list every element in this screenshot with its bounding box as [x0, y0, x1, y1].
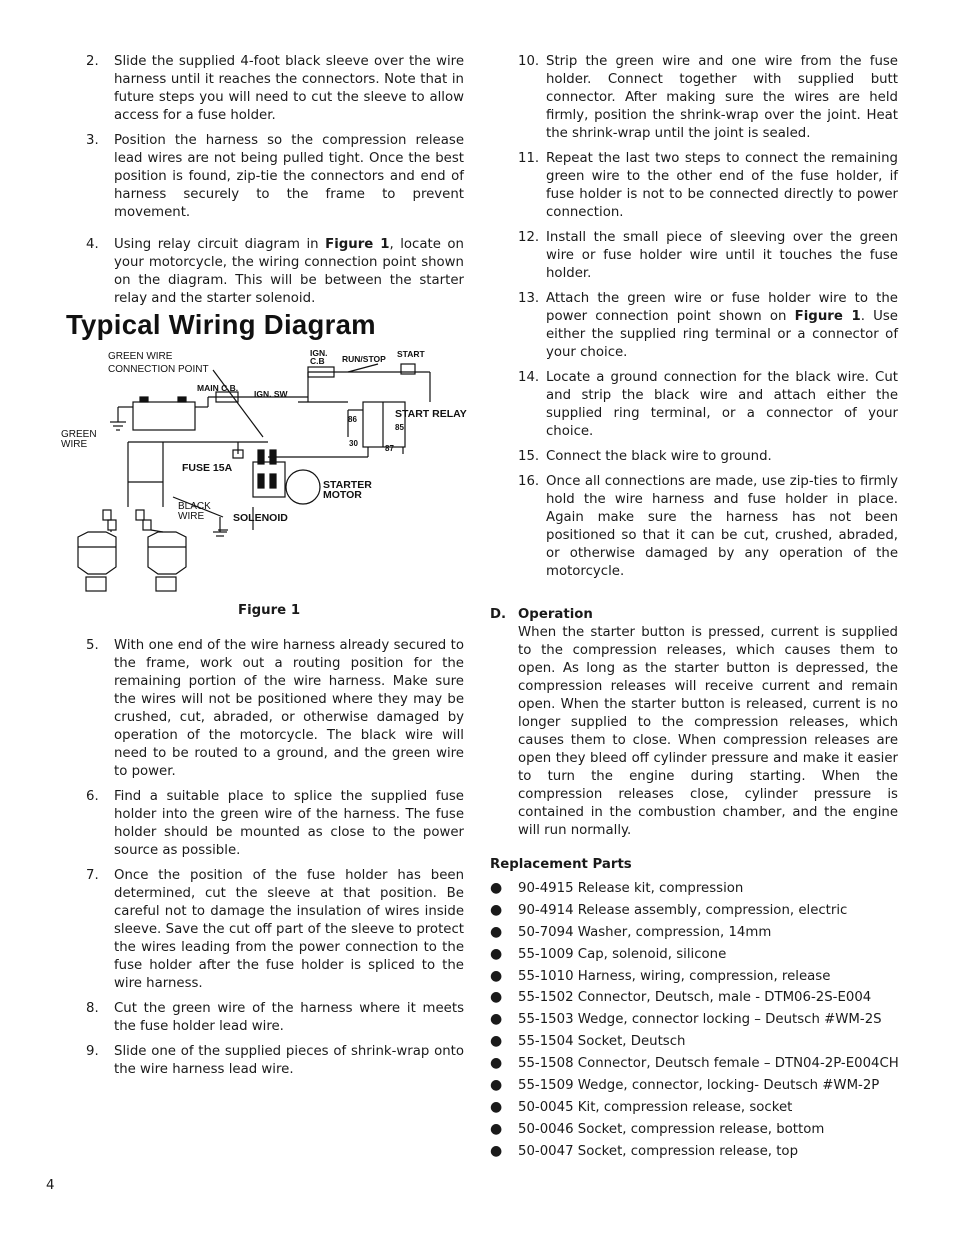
- label-main-cb: MAIN C.B.: [197, 383, 239, 393]
- label-fuse: FUSE 15A: [182, 462, 233, 474]
- left-column-bottom: [86, 637, 464, 1086]
- step-text: Attach the green wire or fuse holder wire to the power connection point shown on Figure 1. Use either the supplied ring terminal or a connector of your choice.: [546, 291, 898, 360]
- bullet-icon: ●: [490, 1011, 503, 1028]
- step-text: Install the small piece of sleeving over the green wire or fuse holder wire until it touches the fuse holder.: [546, 230, 898, 281]
- bullet-icon: ●: [490, 923, 503, 940]
- label-start: START: [397, 349, 425, 359]
- step-text: Find a suitable place to splice the supplied fuse holder into the green wire of the harness. The fuse holder should be mounted as close to the power source as possible.: [114, 789, 464, 858]
- step-7: [86, 867, 464, 993]
- step-16: [518, 473, 898, 581]
- diagram-title: Typical Wiring Diagram: [66, 309, 376, 340]
- list-item: ● 55-1010 Harness, wiring, compression, release: [490, 966, 898, 988]
- bullet-icon: ●: [490, 1098, 503, 1115]
- step-number: 14.: [518, 370, 540, 385]
- bullet-icon: ●: [490, 1033, 503, 1050]
- step-number: 13.: [518, 291, 540, 306]
- step-text: With one end of the wire harness already secured to the frame, work out a routing position for the remaining portion of the wire harness. Make sure the wires will not be positioned where they may be crushed, cut, abraded, or otherwise damaged by operation of the motorcycle. The black wire will need to be routed to a ground, and the green wire to power.: [114, 638, 464, 779]
- label-black-wire: BLACK: [178, 501, 211, 512]
- list-item: ● 50-0046 Socket, compression release, bottom: [490, 1119, 898, 1141]
- bullet-icon: ●: [490, 880, 503, 896]
- step-10: [518, 53, 898, 143]
- operation-heading: [490, 606, 898, 624]
- step-15: [518, 448, 898, 466]
- replacement-parts-list: [490, 878, 899, 1163]
- step-11: [518, 150, 898, 222]
- step-number: 15.: [518, 449, 540, 464]
- step-4: [86, 236, 464, 308]
- step-text: Locate a ground connection for the black wire. Cut and strip the black wire and attach either the supplied ring terminal, or a connector of your choice.: [546, 370, 898, 439]
- replacement-parts-title: Replacement Parts: [490, 857, 632, 872]
- step-3: [86, 132, 464, 222]
- label-start-relay: START RELAY: [395, 408, 467, 420]
- figure-reference: Figure 1: [794, 309, 861, 324]
- list-item: ● 90-4914 Release assembly, compression, electric: [490, 900, 898, 922]
- step-8: [86, 1000, 464, 1036]
- page-number: 4: [46, 1178, 55, 1193]
- figure-caption: Figure 1: [238, 603, 301, 618]
- label-ign-cb: IGN.: [310, 348, 328, 358]
- label-green-wire: GREEN: [61, 429, 97, 440]
- section-title: Operation: [518, 607, 593, 622]
- svg-text:MOTOR: MOTOR: [323, 489, 362, 501]
- step-number: 2.: [86, 54, 99, 69]
- list-item: ● 55-1508 Connector, Deutsch female – DTN04-2P-E004CH: [490, 1053, 898, 1075]
- bullet-icon: ●: [490, 901, 503, 918]
- wiring-diagram: [58, 342, 483, 602]
- step-text: Once all connections are made, use zip-ties to firmly hold the wire harness and fuse holder in place. Again make sure the harness has not been positioned so that it can be cut, crushed, abraded, or otherwise damaged by any operation of the motorcycle.: [546, 474, 898, 579]
- svg-text:87: 87: [385, 444, 394, 453]
- svg-text:WIRE: WIRE: [61, 439, 88, 450]
- list-item: ● 55-1009 Cap, solenoid, silicone: [490, 944, 898, 966]
- svg-text:86: 86: [348, 415, 357, 424]
- step-text: Slide the supplied 4-foot black sleeve over the wire harness until it reaches the connectors. Note that in future steps you will need to cut the sleeve to allow access for a fuse holder.: [114, 54, 464, 123]
- step-13: [518, 290, 898, 362]
- bullet-icon: ●: [490, 1077, 503, 1094]
- list-item: ● 55-1502 Connector, Deutsch, male - DTM06-2S-E004: [490, 987, 898, 1009]
- step-number: 6.: [86, 789, 99, 804]
- figure-reference: Figure 1: [325, 237, 390, 252]
- list-item: ● 55-1504 Socket, Deutsch: [490, 1031, 898, 1053]
- bullet-icon: ●: [490, 1142, 503, 1159]
- step-14: [518, 369, 898, 441]
- label-starter-motor: STARTER: [323, 479, 372, 491]
- bullet-icon: ●: [490, 1120, 503, 1137]
- step-number: 7.: [86, 868, 99, 883]
- step-number: 10.: [518, 54, 540, 69]
- svg-text:85: 85: [395, 423, 404, 432]
- svg-text:WIRE: WIRE: [178, 511, 205, 522]
- step-2: [86, 53, 464, 125]
- step-text: Once the position of the fuse holder has been determined, cut the sleeve at that position. Be careful not to damage the insulation of wires inside sleeve. Save the cut off part of the sleeve to protect the wires leading from the power connection to the fuse holder after the fuse holder is spliced to the wire harness.: [114, 868, 464, 991]
- step-number: 12.: [518, 230, 540, 245]
- list-item: ● 55-1503 Wedge, connector locking – Deutsch #WM-2S: [490, 1009, 898, 1031]
- bullet-icon: ●: [490, 967, 503, 984]
- operation-text: When the starter button is pressed, current is supplied to the compression releases, which causes them to open. As long as the starter button is depressed, the compression releases will receive current and remain open. When the starter button is released, current is no longer supplied to the compression releases, which causes them to close. When compression releases are open they bleed off cylinder pressure and make it easier to turn the engine during starting. When the compression releases close, cylinder pressure is contained in the combustion chamber, and the engine will run normally.: [518, 625, 898, 838]
- step-text: Strip the green wire and one wire from the fuse holder. Connect together with supplied butt connector. After making sure the wires are held firmly, position the shrink-wrap over the joint. Heat the shrink-wrap until the joint is sealed.: [546, 54, 898, 141]
- step-text: Position the harness so the compression release lead wires are not being pulled tight. Once the best position is found, zip-tie the connectors and end of harness securely to the frame to prevent movement.: [114, 133, 464, 220]
- step-5: [86, 637, 464, 781]
- step-number: 11.: [518, 151, 540, 166]
- section-letter: D.: [490, 607, 507, 622]
- list-item: ● 50-0047 Socket, compression release, top: [490, 1141, 898, 1163]
- step-12: [518, 229, 898, 283]
- right-column: [490, 53, 899, 1163]
- step-number: 9.: [86, 1044, 99, 1059]
- svg-text:30: 30: [349, 439, 358, 448]
- step-number: 16.: [518, 474, 540, 489]
- step-9: [86, 1043, 464, 1079]
- bullet-icon: ●: [490, 945, 503, 962]
- svg-text:CONNECTION POINT: CONNECTION POINT: [108, 364, 209, 375]
- step-text: Repeat the last two steps to connect the remaining green wire to the other end of the fuse holder, if fuse holder is not to be connected directly to power connection.: [546, 151, 898, 220]
- left-column-top: [86, 53, 464, 315]
- step-number: 3.: [86, 133, 99, 148]
- step-text: Cut the green wire of the harness where it meets the fuse holder lead wire.: [114, 1001, 464, 1034]
- list-item: ● 90-4915 Release kit, compression: [490, 878, 898, 900]
- label-green-wire-connection: GREEN WIRE: [108, 351, 173, 362]
- step-6: [86, 788, 464, 860]
- step-text: Using relay circuit diagram in Figure 1, locate on your motorcycle, the wiring connection point shown on the diagram. This will be between the starter relay and the starter solenoid.: [114, 237, 464, 306]
- list-item: ● 50-7094 Washer, compression, 14mm: [490, 922, 898, 944]
- label-ign-sw: IGN. SW: [254, 389, 288, 399]
- bullet-icon: ●: [490, 1055, 503, 1072]
- label-run-stop: RUN/STOP: [342, 354, 386, 364]
- step-number: 5.: [86, 638, 99, 653]
- step-number: 4.: [86, 237, 99, 252]
- step-text: Connect the black wire to ground.: [546, 449, 772, 464]
- label-solenoid: SOLENOID: [233, 512, 288, 524]
- step-number: 8.: [86, 1001, 99, 1016]
- bullet-icon: ●: [490, 989, 503, 1006]
- list-item: ● 50-0045 Kit, compression release, socket: [490, 1097, 898, 1119]
- list-item: ● 55-1509 Wedge, connector, locking- Deutsch #WM-2P: [490, 1075, 898, 1097]
- svg-text:C.B: C.B: [310, 356, 325, 366]
- step-text: Slide one of the supplied pieces of shrink-wrap onto the wire harness lead wire.: [114, 1044, 464, 1077]
